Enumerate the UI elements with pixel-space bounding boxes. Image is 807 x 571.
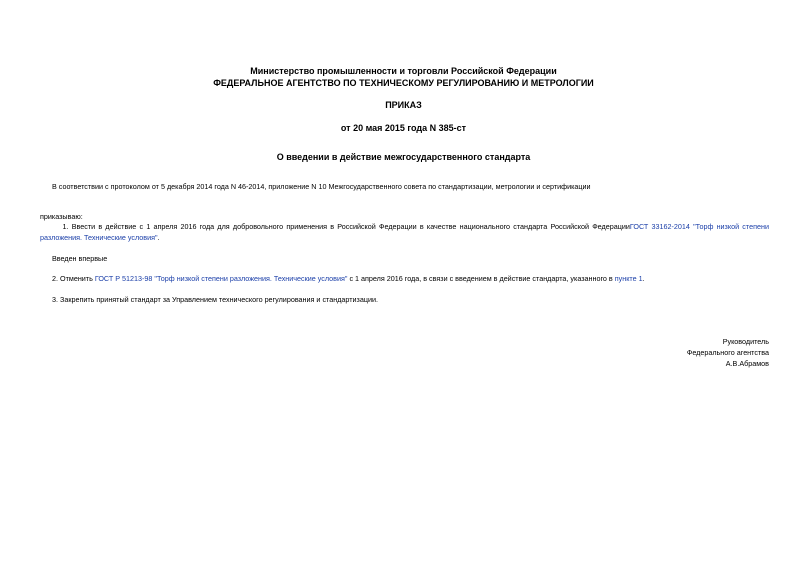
item-1-end: . (157, 233, 160, 242)
gost-r-51213-link[interactable]: ГОСТ Р 51213-98 "Торф низкой степени разложения. Технические условия" (94, 274, 348, 283)
item-2-prefix: 2. Отменить (52, 274, 95, 283)
item-2-end: . (642, 274, 645, 283)
introduced-first-note: Введен впервые (52, 254, 108, 263)
item-1-text: 1. Ввести в действие с 1 апреля 2016 года для добровольного применения в Российской Федерации в качестве национального стандарта Российской Федерации (62, 222, 630, 231)
item-1-line-2 (40, 232, 769, 243)
preamble-paragraph: В соответствии с протоколом от 5 декабря 2014 года N 46-2014, приложение N 10 Межгосударственного совета по стандартизации, метрологии и сертификации (52, 182, 591, 191)
document-subject: О введении в действие межгосударственного стандарта (276, 152, 531, 162)
item-2-paragraph (52, 274, 645, 283)
item-2-middle: с 1 апреля 2016 года, в связи с введением в действие стандарта, указанного в (347, 274, 615, 283)
signature-block (687, 336, 769, 369)
document-date: от 20 мая 2015 года N 385-ст (340, 123, 467, 133)
document-type-title: ПРИКАЗ (385, 100, 422, 110)
ministry-heading: Министерство промышленности и торговли Российской Федерации (250, 66, 557, 76)
signature-position: Руководитель (722, 337, 769, 346)
gost-33162-link[interactable]: ГОСТ 33162-2014 "Торф низкой степени (629, 222, 769, 231)
item-3-paragraph: 3. Закрепить принятый стандарт за Управлением технического регулирования и стандартизации. (52, 295, 378, 304)
item-1-paragraph (40, 221, 769, 243)
signature-name: А.В.Абрамов (725, 359, 769, 368)
item-1-line-1 (40, 221, 769, 232)
signature-agency: Федерального агентства (686, 348, 769, 357)
gost-33162-link-continued[interactable]: разложения. Технические условия" (40, 233, 158, 242)
order-word: приказываю: (40, 212, 83, 221)
clause-1-link[interactable]: пункте 1 (614, 274, 643, 283)
agency-heading: ФЕДЕРАЛЬНОЕ АГЕНТСТВО ПО ТЕХНИЧЕСКОМУ РЕГУЛИРОВАНИЮ И МЕТРОЛОГИИ (213, 78, 594, 88)
